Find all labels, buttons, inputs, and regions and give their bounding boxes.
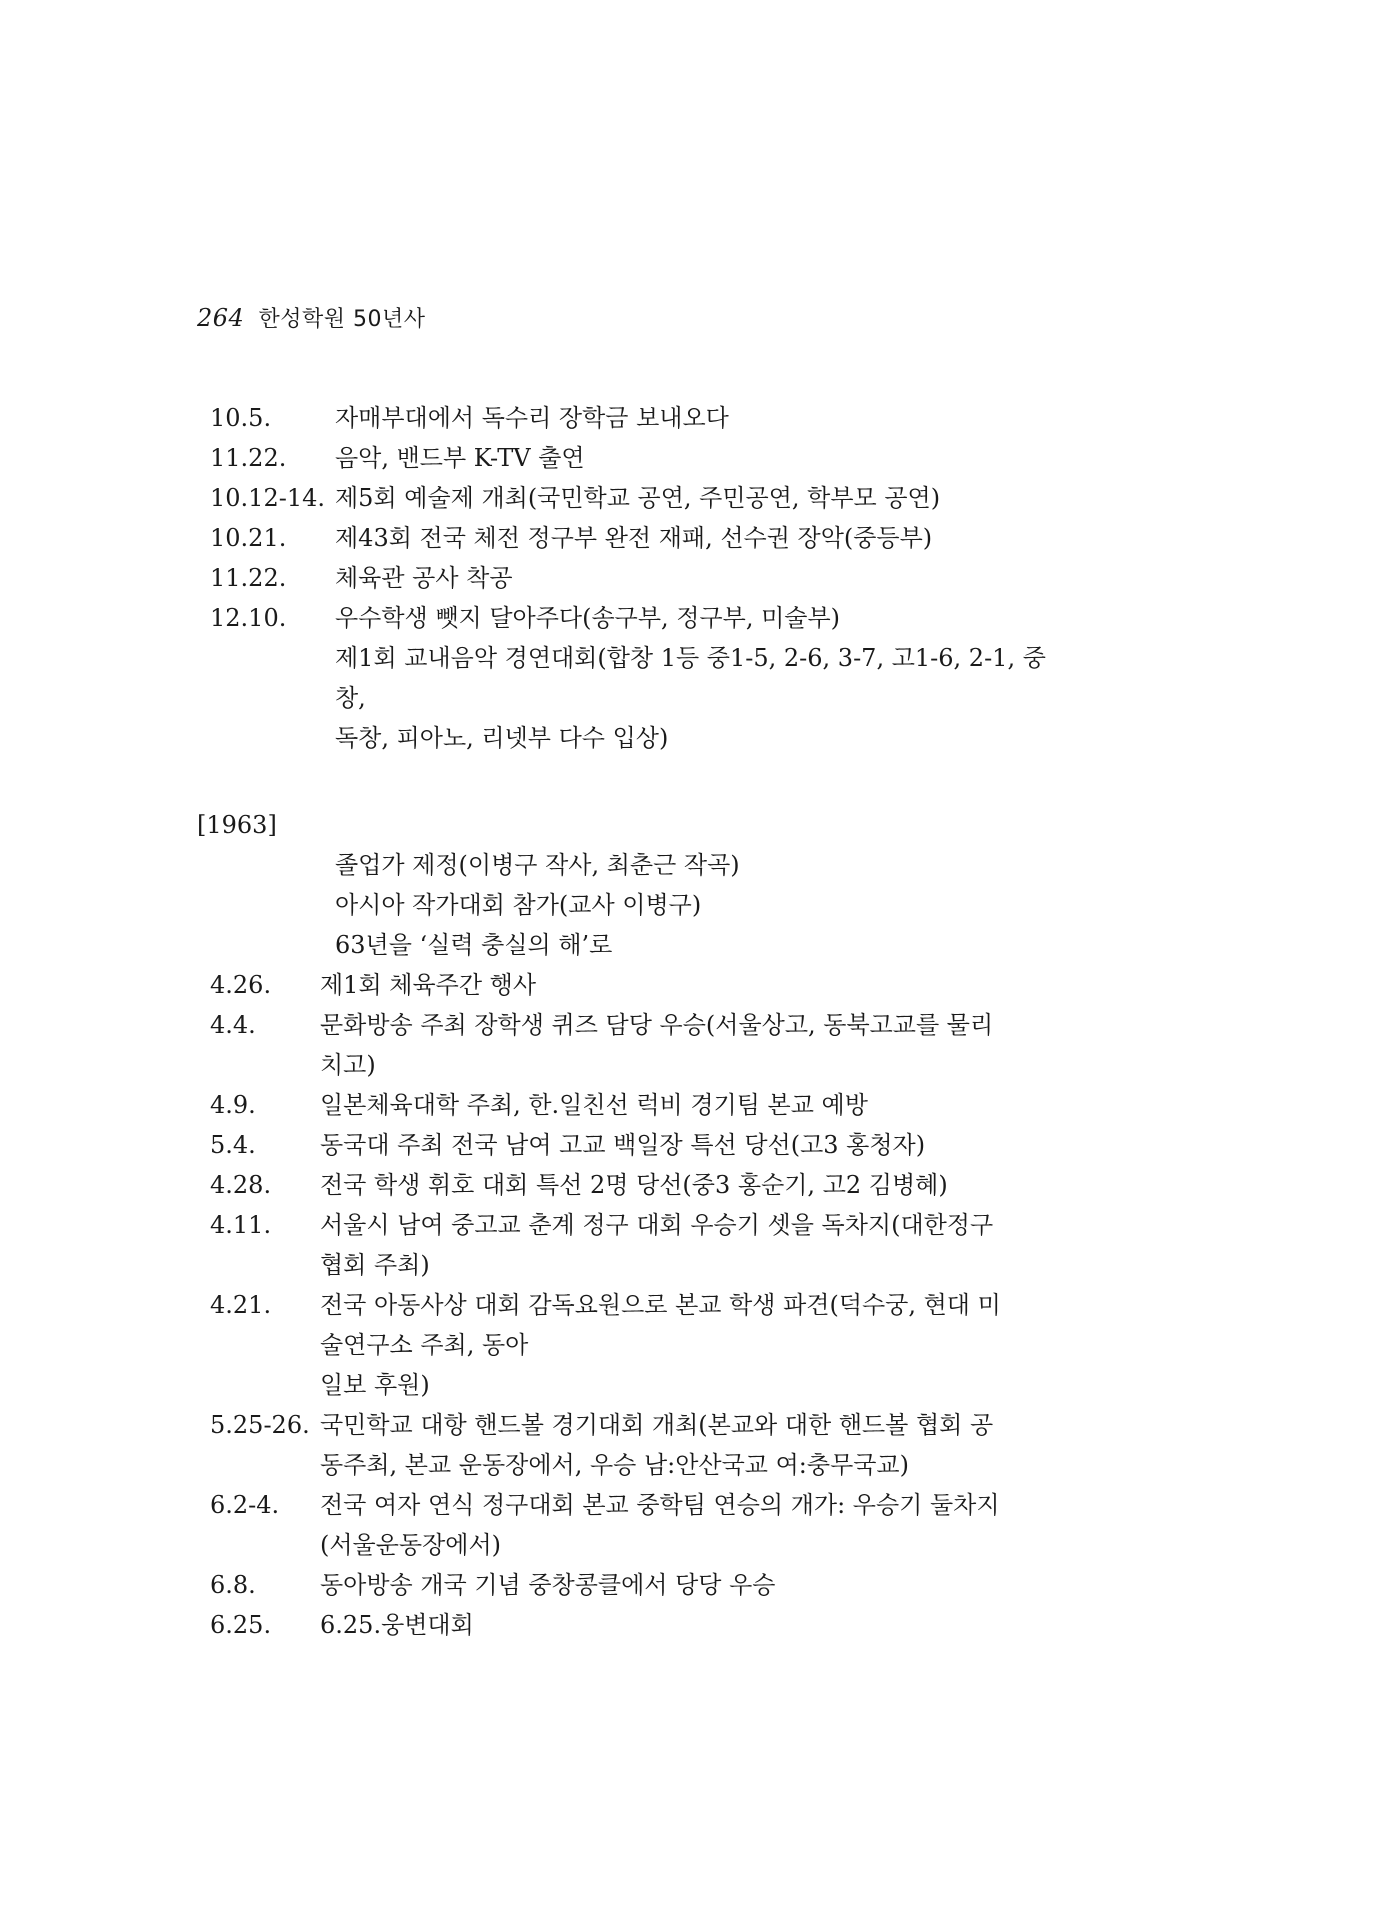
entry-text-line: 자매부대에서 독수리 장학금 보내오다: [335, 404, 729, 432]
entry-text-line: 협회 주최): [320, 1251, 430, 1279]
entry-text-line: 제1회 체육주간 행사: [320, 971, 536, 999]
chronology-entry: [0, 598, 1381, 638]
chronology-entry: [0, 885, 1381, 925]
chronology-entry: [0, 925, 1381, 965]
entry-date: 11.22.: [210, 444, 287, 472]
entry-text-line: 국민학교 대항 핸드볼 경기대회 개최(본교와 대한 핸드볼 협회 공: [320, 1411, 994, 1439]
entry-date: 6.25.: [210, 1611, 272, 1639]
chronology-entry: [0, 638, 1381, 758]
entry-date: 6.8.: [210, 1571, 256, 1599]
entry-date: 10.12-14.: [210, 484, 325, 512]
entry-text-line: 동국대 주최 전국 남여 고교 백일장 특선 당선(고3 홍청자): [320, 1131, 926, 1159]
chronology-entry: [0, 1205, 1381, 1285]
entry-text-line: 서울시 남여 중고교 춘계 정구 대회 우승기 셋을 독차지(대한정구: [320, 1211, 994, 1239]
chronology-entry: [0, 1285, 1381, 1405]
page-header: [197, 302, 425, 333]
chronology-entry: [0, 1085, 1381, 1125]
chronology-entry: [0, 1605, 1381, 1645]
chronology-entry: [0, 1485, 1381, 1565]
entry-text-line: 독창, 피아노, 리넷부 다수 입상): [335, 724, 669, 752]
chronology-entry: [0, 1565, 1381, 1605]
entry-text-line: 63년을 ‘실력 충실의 해’로: [335, 931, 613, 959]
chronology-entry: [0, 478, 1381, 518]
chronology-entry: [0, 1005, 1381, 1085]
chronology-entry: [0, 558, 1381, 598]
entry-text-line: 전국 여자 연식 정구대회 본교 중학팀 연승의 개가: 우승기 둘차지: [320, 1491, 1000, 1519]
entry-date: 10.21.: [210, 524, 287, 552]
entry-date: 4.4.: [210, 1011, 256, 1039]
chronology-entry: [0, 845, 1381, 885]
entry-text-line: 아시아 작가대회 참가(교사 이병구): [335, 891, 702, 919]
chronology-entry: [0, 965, 1381, 1005]
entry-text-line: 전국 학생 휘호 대회 특선 2명 당선(중3 홍순기, 고2 김병혜): [320, 1171, 948, 1199]
entry-text-line: 창,: [335, 684, 366, 712]
entry-date: 4.28.: [210, 1171, 272, 1199]
entry-text-line: 술연구소 주최, 동아: [320, 1331, 529, 1359]
entry-date: 4.21.: [210, 1291, 272, 1319]
entry-text-line: 6.25.웅변대회: [320, 1611, 474, 1639]
entry-text-line: (서울운동장에서): [320, 1531, 502, 1559]
entry-text-line: 제1회 교내음악 경연대회(합창 1등 중1-5, 2-6, 3-7, 고1-6, 2-1, 중: [335, 644, 1046, 672]
entry-text-line: 일보 후원): [320, 1371, 430, 1399]
entry-text-line: 동주최, 본교 운동장에서, 우승 남:안산국교 여:충무국교): [320, 1451, 909, 1479]
entry-date: 11.22.: [210, 564, 287, 592]
chronology-entry: [0, 1405, 1381, 1485]
entry-text-line: 전국 아동사상 대회 감독요원으로 본교 학생 파견(덕수궁, 현대 미: [320, 1291, 1001, 1319]
page-number: 264: [197, 304, 245, 332]
entry-date: 6.2-4.: [210, 1491, 280, 1519]
chronology-entry: [0, 398, 1381, 438]
book-title: 한성학원 50년사: [258, 307, 426, 332]
chronology-entry: [0, 1165, 1381, 1205]
entry-text-line: 치고): [320, 1051, 376, 1079]
entry-date: 5.25-26.: [210, 1411, 310, 1439]
entry-text-line: 문화방송 주최 장학생 퀴즈 담당 우승(서울상고, 동북고교를 물리: [320, 1011, 994, 1039]
chronology-entry: [0, 1125, 1381, 1165]
entry-text-line: 졸업가 제정(이병구 작사, 최춘근 작곡): [335, 851, 740, 879]
entry-date: 4.11.: [210, 1211, 272, 1239]
entry-text-line: 제43회 전국 체전 정구부 완전 재패, 선수권 장악(중등부): [335, 524, 933, 552]
entry-date: 4.26.: [210, 971, 272, 999]
entry-date: 12.10.: [210, 604, 287, 632]
year-heading: [1963]: [197, 811, 277, 839]
entry-text-line: 제5회 예술제 개최(국민학교 공연, 주민공연, 학부모 공연): [335, 484, 941, 512]
chronology-entry: [0, 438, 1381, 478]
entry-text-line: 음악, 밴드부 K-TV 출연: [335, 444, 585, 472]
entry-text-line: 동아방송 개국 기념 중창콩클에서 당당 우승: [320, 1571, 776, 1599]
chronology-entry: [0, 518, 1381, 558]
entry-text-line: 체육관 공사 착공: [335, 564, 513, 592]
entry-text-line: 일본체육대학 주최, 한.일친선 럭비 경기팀 본교 예방: [320, 1091, 868, 1119]
entry-date: 10.5.: [210, 404, 272, 432]
entry-date: 4.9.: [210, 1091, 256, 1119]
entry-text-line: 우수학생 뺏지 달아주다(송구부, 정구부, 미술부): [335, 604, 840, 632]
entry-date: 5.4.: [210, 1131, 256, 1159]
